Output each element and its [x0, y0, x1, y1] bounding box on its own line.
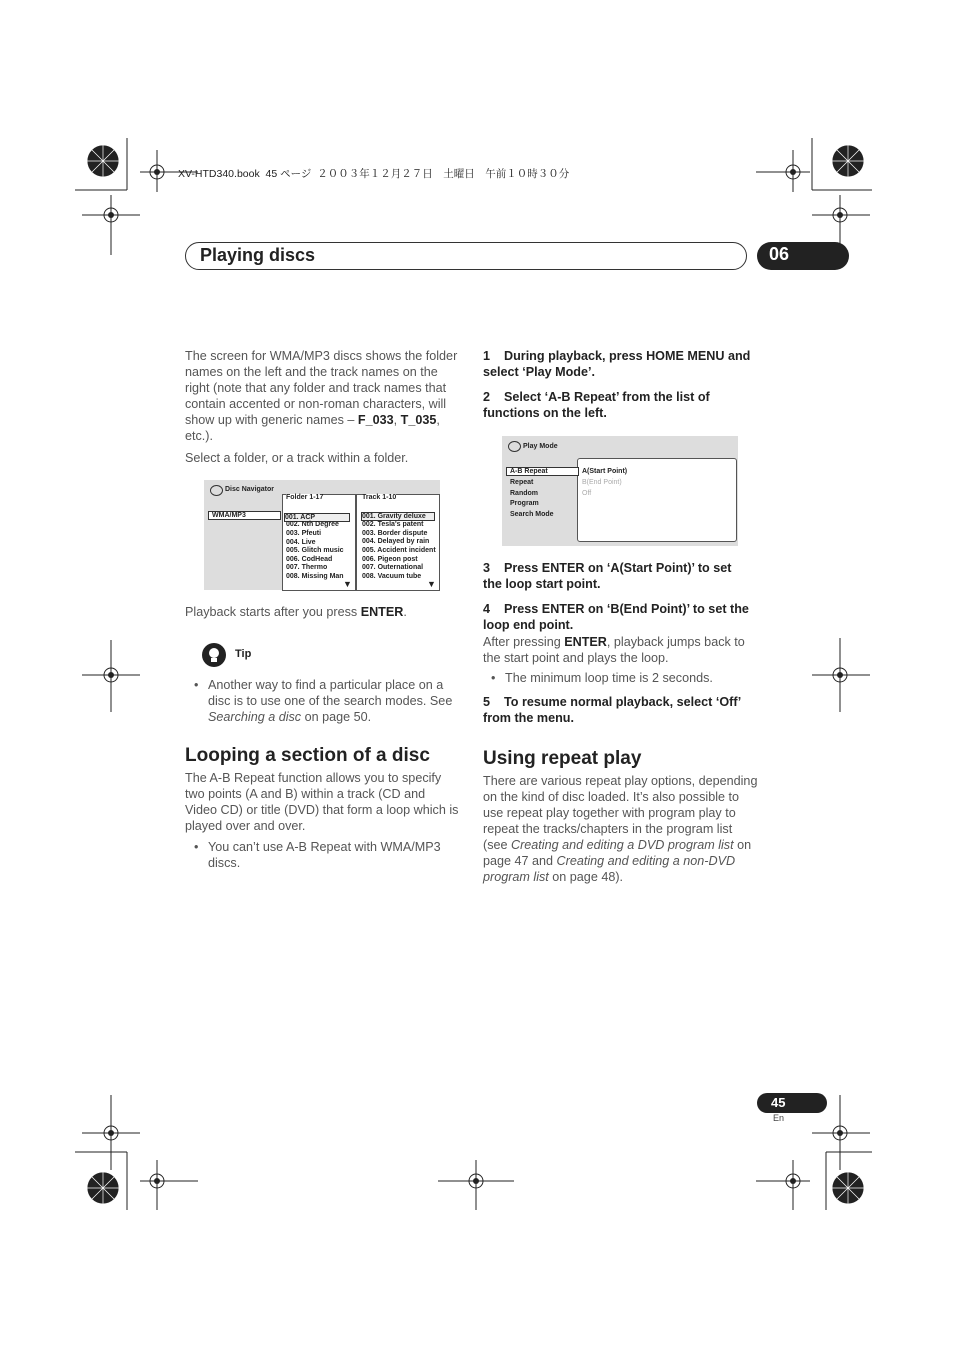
- disc-icon: [210, 485, 223, 496]
- option-b-end[interactable]: B(End Point): [582, 479, 622, 486]
- option-off[interactable]: Off: [582, 490, 592, 497]
- list-item[interactable]: 004. Delayed by rain: [362, 538, 430, 545]
- select-folder-text: Select a folder, or a track within a folder.: [185, 451, 409, 465]
- list-item[interactable]: 003. Pfeuti: [286, 530, 322, 537]
- disc-navigator-screen: [204, 480, 440, 590]
- tip-bullet: • Another way to find a particular place on a disc is to use one of the search modes. See Searching a disc on page 50.: [208, 677, 460, 725]
- step-3: 3 Press ENTER on ‘A(Start Point)’ to set the loop start point.: [483, 561, 735, 591]
- navigator-title: Disc Navigator: [225, 486, 275, 493]
- list-item[interactable]: 001. ACP: [284, 513, 350, 522]
- menu-item-repeat[interactable]: Repeat: [510, 479, 534, 486]
- list-item[interactable]: 002. Tesla's patent: [362, 521, 424, 528]
- track-header: Track 1-10: [362, 494, 397, 501]
- menu-item-search-mode[interactable]: Search Mode: [510, 511, 554, 518]
- after-pressing-text: After pressing ENTER, playback jumps back to the start point and plays the loop.: [483, 635, 745, 665]
- step-2: 2 Select ‘A-B Repeat’ from the list of functions on the left.: [483, 390, 714, 420]
- chapter-badge: [757, 242, 849, 270]
- list-item[interactable]: 005. Accident incident: [362, 547, 436, 554]
- menu-item-program[interactable]: Program: [510, 500, 539, 507]
- lightbulb-icon: [200, 641, 228, 669]
- playback-starts-text: Playback starts after you press ENTER.: [185, 605, 407, 619]
- list-item[interactable]: 005. Glitch music: [286, 547, 344, 554]
- section-title: Playing discs: [200, 245, 316, 265]
- list-item[interactable]: 006. Pigeon post: [362, 556, 418, 563]
- root-folder: WMA/MP3: [208, 511, 281, 520]
- intro-paragraph: The screen for WMA/MP3 discs shows the folder names on the left and the track names on the right (note that any folder and track names that contain accented or non-roman characters, will show up with generic names – F_033, T_035, etc.).: [185, 349, 458, 443]
- disc-icon: [508, 441, 521, 452]
- page-number-badge: [757, 1093, 827, 1113]
- list-item[interactable]: 008. Vacuum tube: [362, 573, 422, 580]
- looping-paragraph: The A-B Repeat function allows you to specify two points (A and B) within a track (CD and Video CD) or title (DVD) that form a loop which is played over and over.: [185, 771, 459, 833]
- chapter-number: 06: [769, 244, 790, 264]
- looping-bullet: • You can’t use A-B Repeat with WMA/MP3 discs.: [208, 839, 460, 871]
- min-loop-bullet: • The minimum loop time is 2 seconds.: [505, 670, 755, 686]
- page-number: 45: [771, 1095, 786, 1110]
- repeat-heading: Using repeat play: [483, 748, 642, 769]
- language-label: En: [773, 1113, 785, 1123]
- menu-item-random[interactable]: Random: [510, 490, 538, 497]
- playmode-title: Play Mode: [523, 443, 558, 450]
- step-4: 4 Press ENTER on ‘B(End Point)’ to set the loop end point.: [483, 602, 753, 632]
- list-item[interactable]: 004. Live: [286, 539, 316, 546]
- menu-item-ab-repeat[interactable]: A-B Repeat: [506, 467, 579, 476]
- scroll-down-icon: ▼: [427, 579, 436, 589]
- folder-header: Folder 1-17: [286, 494, 324, 501]
- list-item[interactable]: 007. Outernational: [362, 564, 424, 571]
- looping-heading: Looping a section of a disc: [185, 745, 430, 766]
- section-title-bar: [185, 242, 747, 270]
- list-item[interactable]: 008. Missing Man: [286, 573, 344, 580]
- repeat-paragraph: There are various repeat play options, depending on the kind of disc loaded. It’s also possible to use repeat play together with program play to repeat the tracks/chapters in the program list (see Creating and editing a DVD program list on page 47 and Creating and editing a non-DVD program list on page 48).: [483, 774, 758, 884]
- list-item[interactable]: 001. Gravity deluxe: [361, 512, 435, 521]
- list-item[interactable]: 003. Border dispute: [362, 530, 428, 537]
- option-a-start[interactable]: A(Start Point): [582, 468, 628, 475]
- step-5: 5 To resume normal playback, select ‘Off’ from the menu.: [483, 695, 745, 725]
- list-item[interactable]: 002. Nth Degree: [286, 521, 339, 528]
- step-1: 1 During playback, press HOME MENU and select ‘Play Mode’.: [483, 349, 754, 379]
- list-item[interactable]: 006. CodHead: [286, 556, 333, 563]
- list-item[interactable]: 007. Thermo: [286, 564, 328, 571]
- scroll-down-icon: ▼: [343, 579, 352, 589]
- print-header: XV-HTD340.book 45 ページ ２００３年１２月２７日 土曜日 午前１０時３０分: [178, 168, 570, 180]
- play-mode-screen: [502, 436, 738, 546]
- tip-label: Tip: [235, 648, 252, 660]
